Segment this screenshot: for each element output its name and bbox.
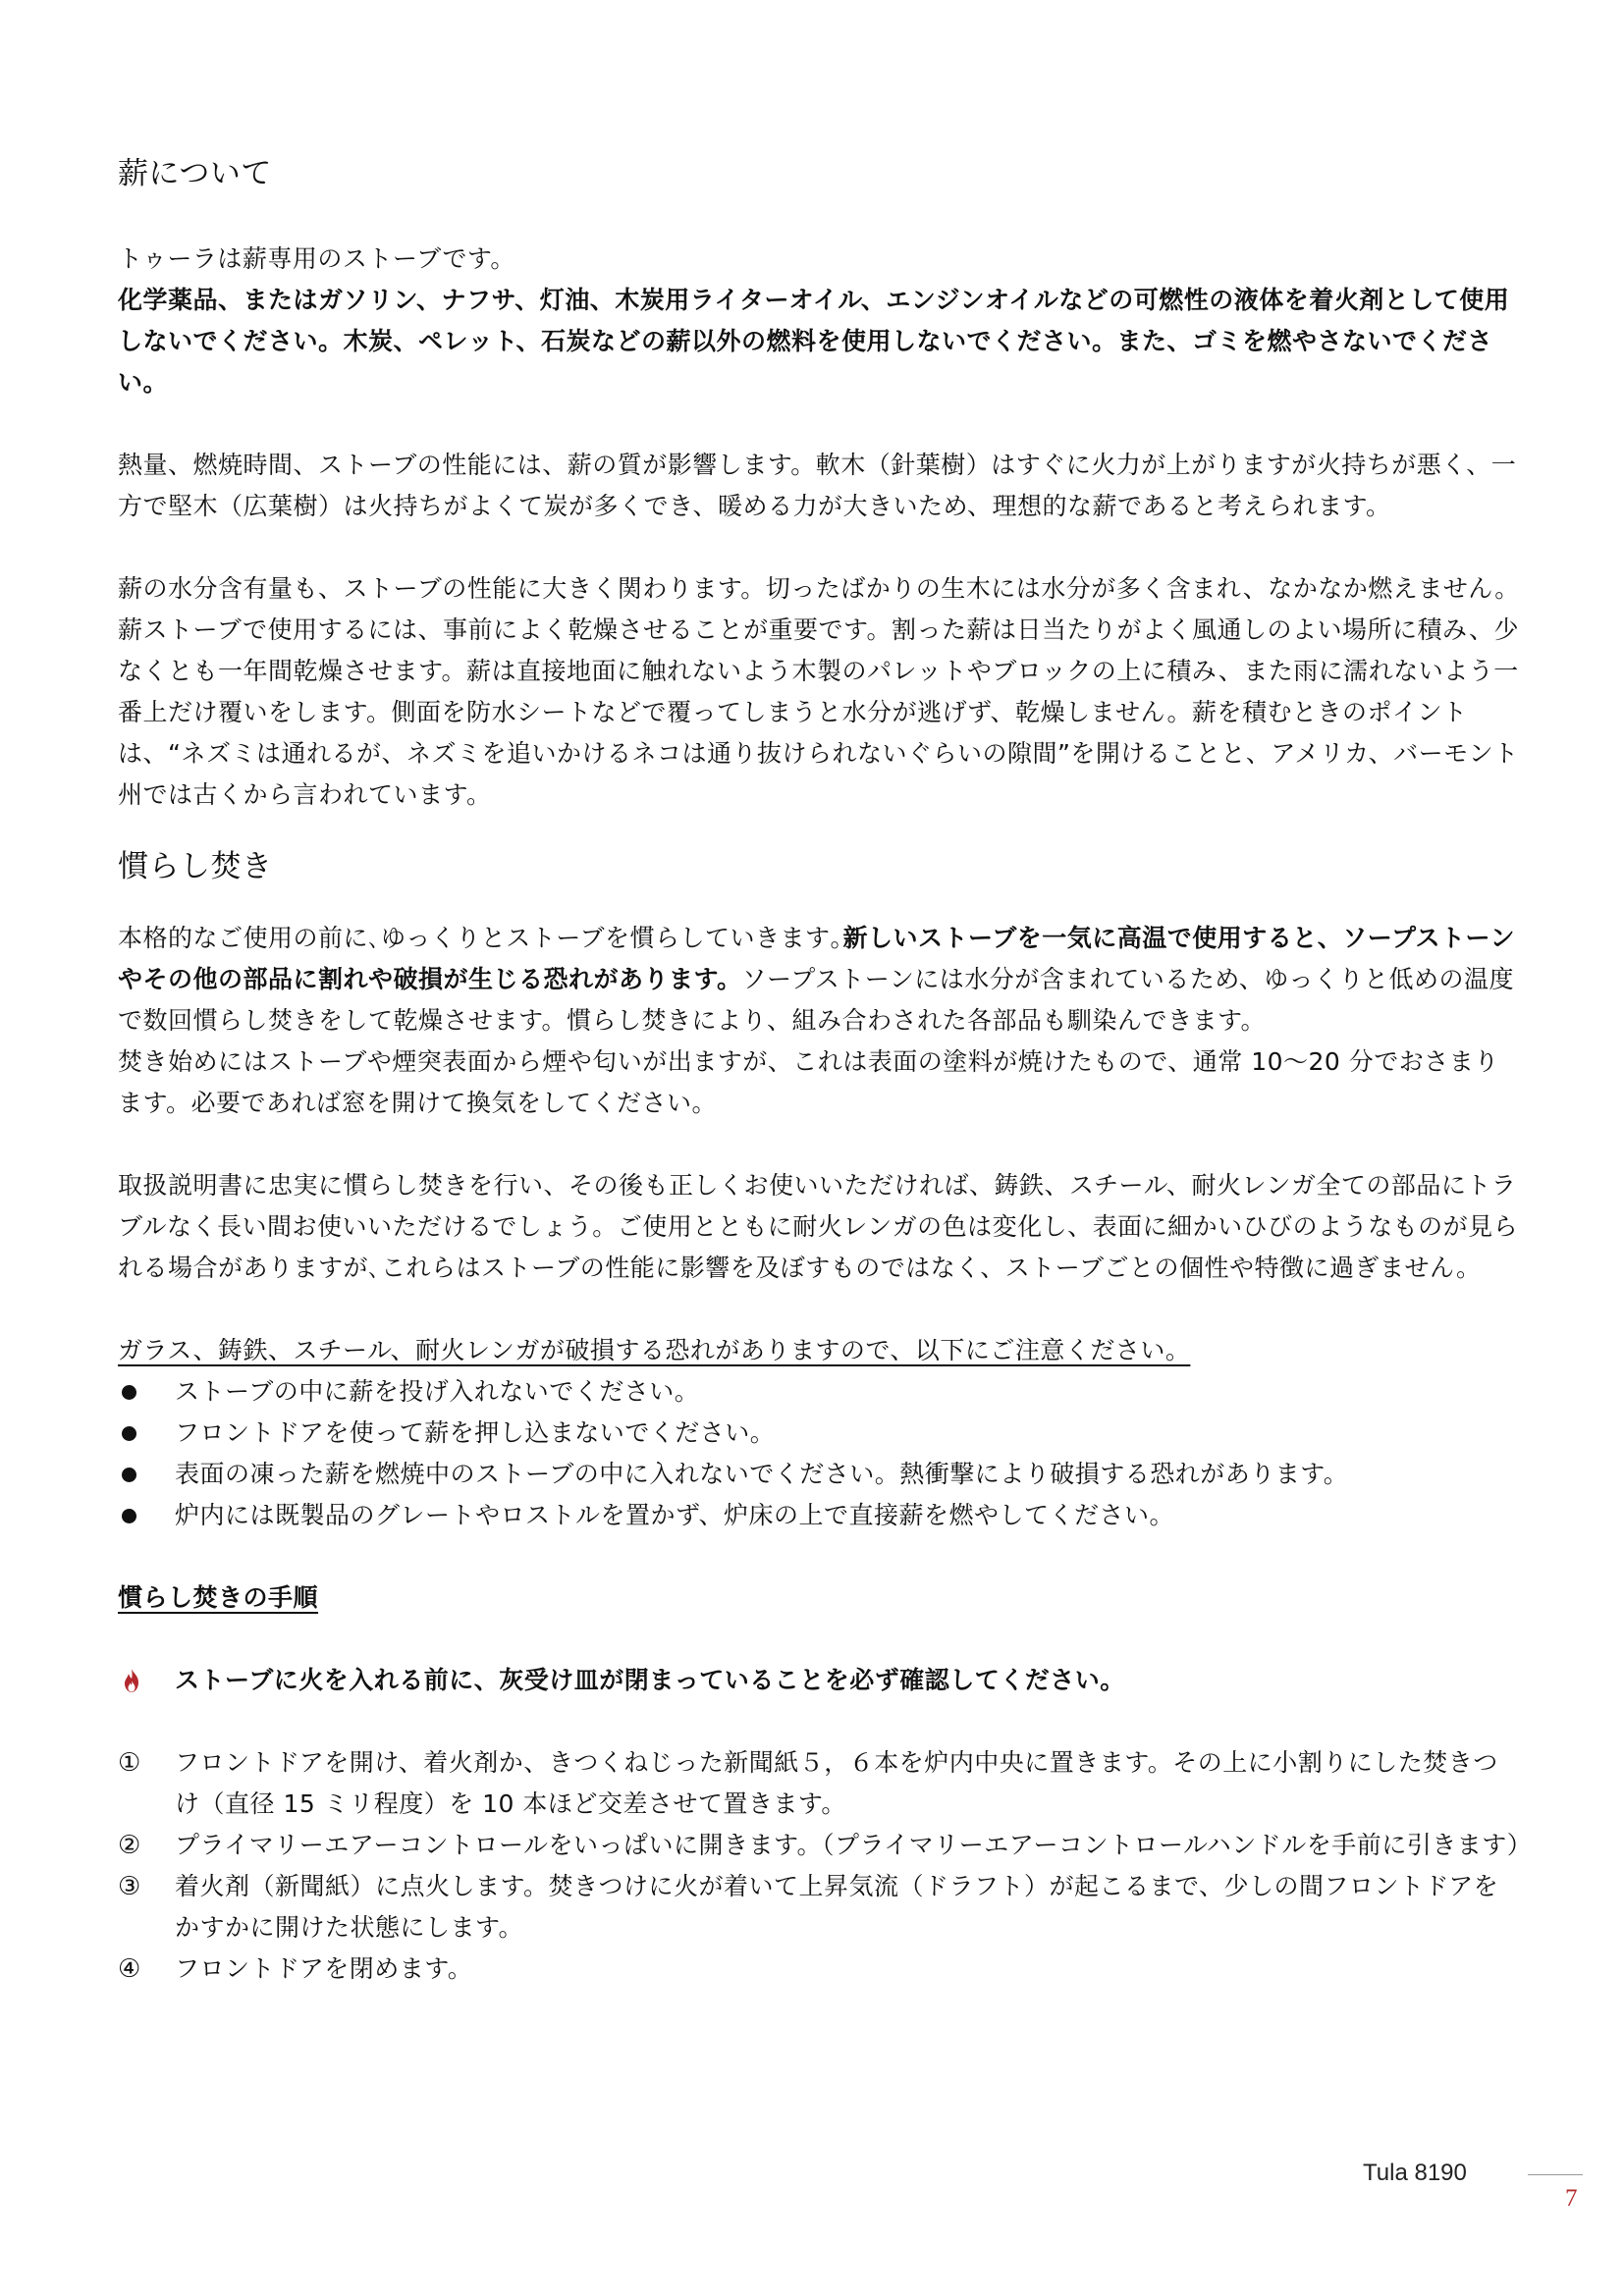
procedure-title: 慣らし焚きの手順 (118, 1583, 319, 1612)
bullet-icon (122, 1385, 136, 1400)
list-item: フロントドアを使って薪を押し込まないでください。 (118, 1413, 1522, 1454)
section-heading-break-in: 慣らし焚き (118, 849, 273, 884)
bullet-icon (122, 1426, 136, 1441)
list-item: 表面の凍った薪を燃焼中のストーブの中に入れないでください。熱衝撃により破損する恐れがあります。 (118, 1454, 1522, 1495)
flame-icon (120, 1668, 143, 1693)
ashpan-warning (118, 1660, 1522, 1701)
step-number: ③ (118, 1872, 141, 1901)
list-item: 炉内には既製品のグレートやロストルを置かず、炉床の上で直接薪を燃やしてください。 (118, 1495, 1522, 1536)
fuel-warning: 化学薬品、またはガソリン、ナフサ、灯油、木炭用ライターオイル、エンジンオイルなどの可燃性の液体を着火剤として使用しないでください。木炭、ペレット、石炭などの薪以外の燃料を使用しないでください。また、ゴミを燃やさないでください。 (118, 286, 1510, 397)
break-in-paragraph (118, 918, 1522, 1041)
bullet-icon (122, 1509, 136, 1523)
page-number: 7 (1565, 2185, 1578, 2212)
footer-divider (1528, 2174, 1583, 2175)
wood-quality-paragraph: 熱量、燃焼時間、ストーブの性能には、薪の質が影響します。軟木（針葉樹）はすぐに火力が上がりますが火持ちが悪く、一方で堅木（広葉樹）は火持ちがよくて炭が多くでき、暖める力が大きいため、理想的な薪であると考えられます。 (118, 451, 1517, 520)
procedure-steps (118, 1742, 1533, 1990)
step-number: ② (118, 1831, 141, 1860)
caution-list (118, 1371, 1522, 1536)
step-text: 着火剤（新聞紙）に点火します。焚きつけに火が着いて上昇気流（ドラフト）が起こるまで、少しの間フロントドアをかすかに開けた状態にします。 (175, 1872, 1499, 1942)
step-text: フロントドアを開け、着火剤か、きつくねじった新聞紙５，６本を炉内中央に置きます。その上に小割りにした焚きつけ（直径 15 ミリ程度）を 10 本ほど交差させて置きます。 (175, 1748, 1498, 1818)
step-text: フロントドアを閉めます。 (175, 1954, 473, 1983)
bullet-icon (122, 1468, 136, 1482)
proper-use-paragraph: 取扱説明書に忠実に慣らし焚きを行い、その後も正しくお使いいただければ、鋳鉄、スチール、耐火レンガ全ての部品にトラブルなく長い間お使いいただけるでしょう。ご使用とともに耐火レンガの色は変化し、表面に細かいひびのようなものが見られる場合がありますが､これらはストーブの性能に影響を及ぼすものではなく、ストーブごとの個性や特徴に過ぎません。 (118, 1171, 1519, 1282)
break-in-intro: 本格的なご使用の前に､ゆっくりとストーブを慣らしていきます｡ (118, 924, 843, 952)
list-item: ストーブの中に薪を投げ入れないでください。 (118, 1371, 1522, 1413)
procedure-step (118, 1949, 1522, 1990)
procedure-step (118, 1742, 1522, 1825)
step-number: ④ (118, 1954, 141, 1984)
break-in-warning: 新しいストーブを一気に高温で使用すると、ソープストーンやその他の部品に割れや破損が生じる恐れがあります。 (118, 924, 1516, 993)
step-number: ① (118, 1748, 141, 1778)
step-text: プライマリーエアーコントロールをいっぱいに開きます。（プライマリーエアーコントロールハンドルを手前に引きます） (175, 1831, 1533, 1859)
caution-title: ガラス、鋳鉄、スチール、耐火レンガが破損する恐れがありますので、以下にご注意ください。 (118, 1336, 1191, 1364)
intro-text: トゥーラは薪専用のストーブです。 (118, 244, 515, 273)
ashpan-warning-text: ストーブに火を入れる前に、灰受け皿が閉まっていることを必ず確認してください。 (175, 1666, 1125, 1694)
page-content (118, 152, 1533, 1990)
wood-moisture-paragraph: 薪の水分含有量も、ストーブの性能に大きく関わります。切ったばかりの生木には水分が多く含まれ、なかなか燃えません。薪ストーブで使用するには、事前によく乾燥させることが重要です。割った薪は日当たりがよく風通しのよい場所に積み、少なくとも一年間乾燥させます。薪は直接地面に触れないよう木製のパレットやブロックの上に積み、また雨に濡れないよう一番上だけ覆いをします。側面を防水シートなどで覆ってしまうと水分が逃げず、乾燥しません。薪を積むときのポイントは、“ネズミは通れるが、ネズミを追いかけるネコは通り抜けられないぐらいの隙間”を開けることと、アメリカ、バーモント州では古くから言われています。 (118, 574, 1520, 809)
procedure-step (118, 1866, 1522, 1949)
footer-product-name: Tula 8190 (1363, 2160, 1467, 2186)
break-in-detail: ソープストーンには水分が含まれているため、ゆっくりと低めの温度で数回慣らし焚きをして乾燥させます。慣らし焚きにより、組み合わされた各部品も馴染んできます。 (118, 965, 1515, 1035)
smoke-odor-paragraph: 焚き始めにはストーブや煙突表面から煙や匂いが出ますが、これは表面の塗料が焼けたもので、通常 10〜20 分でおさまります。必要であれば窓を開けて換気をしてください。 (118, 1047, 1499, 1117)
section-heading-firewood: 薪について (118, 156, 272, 191)
procedure-step (118, 1825, 1533, 1866)
